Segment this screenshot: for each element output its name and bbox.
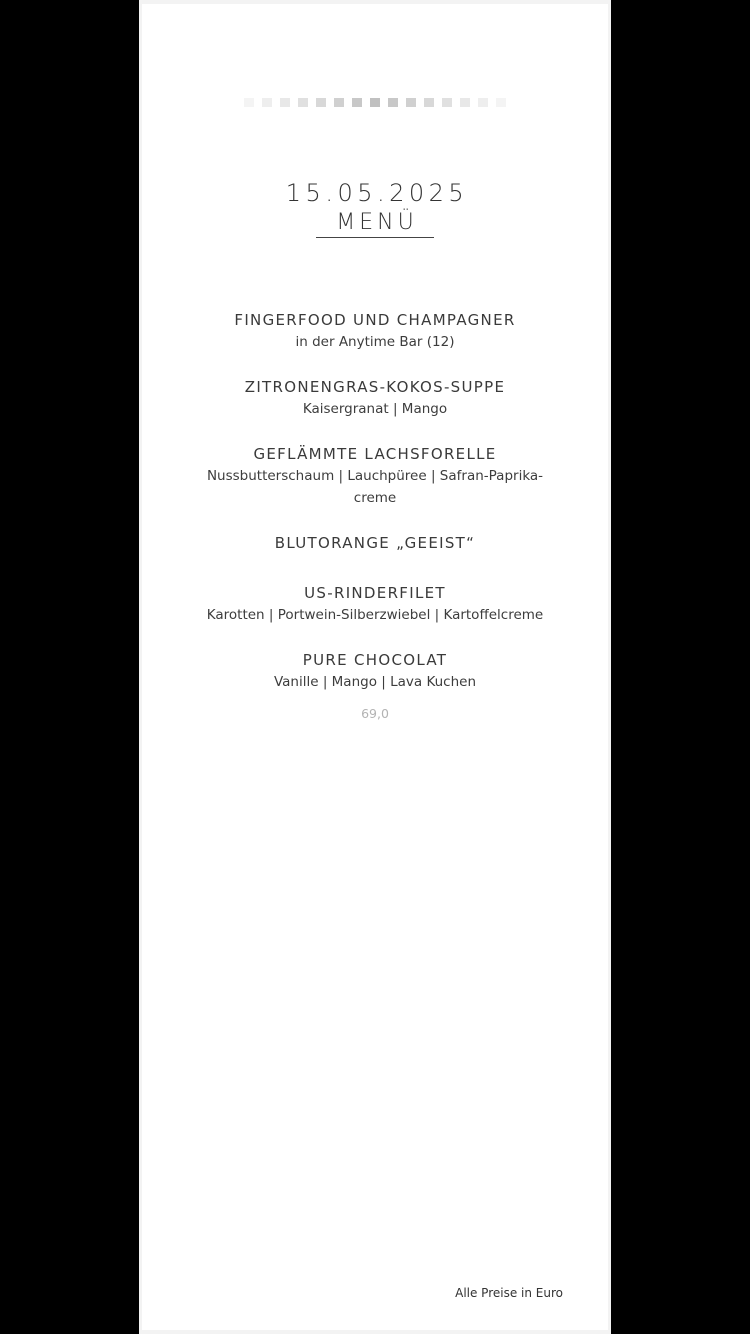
menu-price: 69,0 — [361, 706, 389, 721]
price-footnote: Alle Preise in Euro — [455, 1286, 563, 1300]
indicator-dot — [460, 98, 469, 107]
course-description: Vanille | Mango | Lava Kuchen — [273, 674, 477, 690]
course-name: ZITRONENGRAS-KOKOS-SUPPE — [244, 378, 506, 396]
course-description: in der Anytime Bar (12) — [295, 334, 455, 350]
menu-title: MENÜ — [316, 209, 433, 238]
indicator-dot — [496, 98, 505, 107]
course-item — [142, 582, 608, 626]
course-list — [142, 309, 608, 724]
course-description: Karotten | Portwein-Silberzwiebel | Kartoffelcreme — [206, 607, 544, 623]
course-name: PURE CHOCOLAT — [302, 651, 448, 669]
course-item — [142, 443, 608, 509]
indicator-dot — [370, 98, 379, 107]
course-item — [142, 532, 608, 554]
menu-date: 15.05.2025 — [285, 179, 469, 207]
indicator-dot — [478, 98, 487, 107]
course-item — [142, 309, 608, 353]
menu-sheet — [142, 4, 608, 1330]
course-item — [142, 649, 608, 693]
indicator-dot — [424, 98, 433, 107]
indicator-dot — [244, 98, 253, 107]
indicator-dot — [334, 98, 343, 107]
indicator-dot — [262, 98, 271, 107]
indicator-dot — [316, 98, 325, 107]
course-name: GEFLÄMMTE LACHSFORELLE — [253, 445, 497, 463]
indicator-dot — [388, 98, 397, 107]
indicator-dot — [280, 98, 289, 107]
indicator-dot — [352, 98, 361, 107]
loading-dots-indicator — [142, 98, 608, 108]
course-name: FINGERFOOD UND CHAMPAGNER — [234, 311, 516, 329]
menu-header — [142, 177, 608, 238]
course-item — [142, 376, 608, 420]
indicator-dot — [298, 98, 307, 107]
course-description: Kaisergranat | Mango — [302, 401, 448, 417]
indicator-dot — [406, 98, 415, 107]
course-name: BLUTORANGE „GEEIST“ — [274, 534, 476, 552]
course-name: US-RINDERFILET — [304, 584, 446, 602]
course-description: Nussbutterschaum | Lauchpüree | Safran-Paprika-creme — [206, 468, 544, 506]
menu-page — [139, 0, 611, 1334]
indicator-dot — [442, 98, 451, 107]
